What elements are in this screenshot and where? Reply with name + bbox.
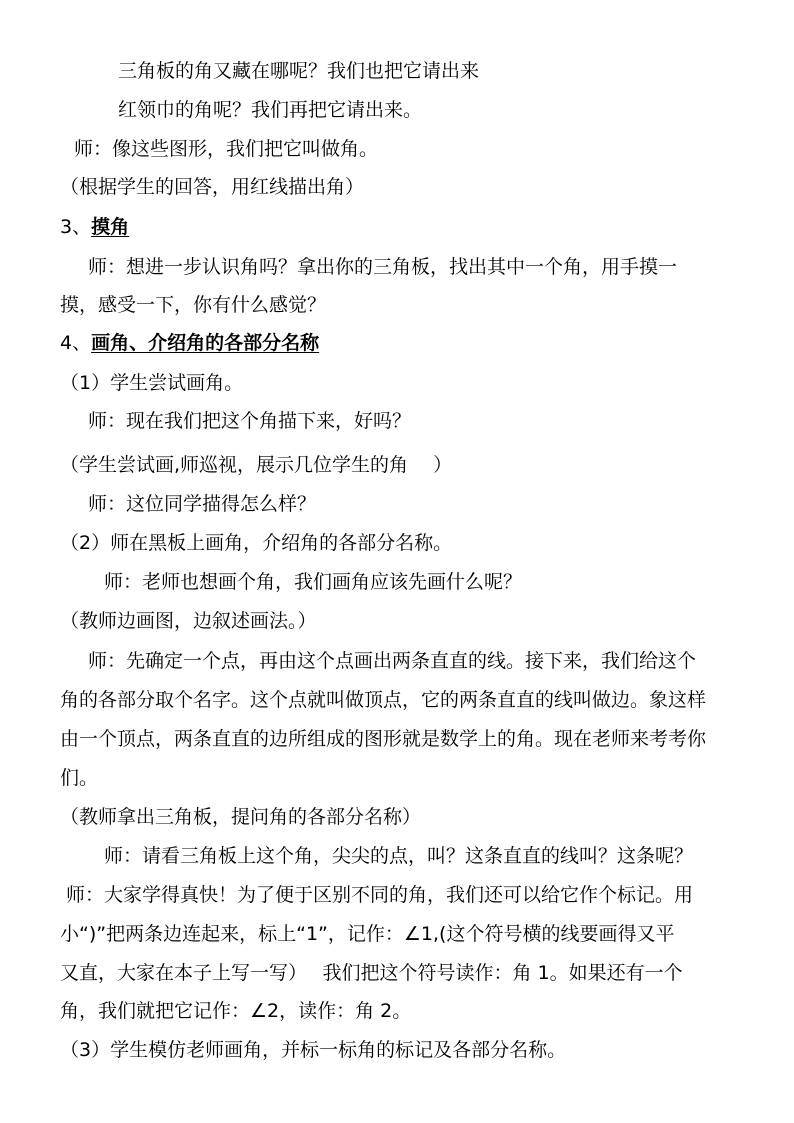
section-title: 摸角 xyxy=(91,216,130,238)
text-line: 师：想进一步认识角吗？拿出你的三角板，找出其中一个角，用手摸一 xyxy=(88,256,678,278)
text-line: （根据学生的回答，用红线描出角） xyxy=(60,176,365,198)
text-line: （教师拿出三角板，提问角的各部分名称） xyxy=(60,806,422,828)
text-line: 角的各部分取个名字。这个点就叫做顶点，它的两条直直的线叫做边。象这样 xyxy=(60,689,707,711)
text-line: 摸，感受一下，你有什么感觉？ xyxy=(60,294,327,316)
section-number: 4、 xyxy=(60,332,92,354)
text-line: 三角板的角又藏在哪呢？我们也把它请出来 xyxy=(118,60,480,82)
text-line: （1）学生尝试画角。 xyxy=(60,372,244,394)
text-line: 师：请看三角板上这个角，尖尖的点，叫？这条直直的线叫？这条呢？ xyxy=(104,845,694,867)
text-line: 师：先确定一个点，再由这个点画出两条直直的线。接下来，我们给这个 xyxy=(88,650,697,672)
text-line: 红领巾的角呢？我们再把它请出来。 xyxy=(118,99,423,121)
text-line: 师：像这些图形，我们把它叫做角。 xyxy=(74,138,379,160)
text-line: 由一个顶点，两条直直的边所组成的图形就是数学上的角。现在老师来考考你 xyxy=(60,728,707,750)
text-line: （教师边画图，边叙述画法。） xyxy=(60,610,317,632)
text-line: （3）学生模仿老师画角，并标一标角的标记及各部分名称。 xyxy=(60,1039,567,1061)
text-line: 师：大家学得真快！为了便于区别不同的角，我们还可以给它作个标记。用 xyxy=(66,884,694,906)
section-number: 3、 xyxy=(60,216,92,238)
section-title: 画角、介绍角的各部分名称 xyxy=(91,332,320,354)
text-line: 小“)”把两条边连起来，标上“1”，记作：∠1,(这个符号横的线要画得又平 xyxy=(60,923,675,945)
text-line: 师：老师也想画个角，我们画角应该先画什么呢？ xyxy=(104,571,523,593)
section-heading xyxy=(60,330,319,356)
text-line: （学生尝试画,师巡视，展示几位学生的角 ） xyxy=(60,454,453,476)
section-heading xyxy=(60,214,129,240)
text-line: 师：这位同学描得怎么样？ xyxy=(88,493,317,515)
text-line: 角，我们就把它记作：∠2，读作：角 2。 xyxy=(60,1000,412,1022)
text-line: 师：现在我们把这个角描下来，好吗？ xyxy=(88,410,412,432)
text-line: 们。 xyxy=(60,767,99,789)
text-line: （2）师在黑板上画角，介绍角的各部分名称。 xyxy=(60,532,453,554)
text-line: 又直，大家在本子上写一写） 我们把这个符号读作：角 1。如果还有一个 xyxy=(60,962,683,984)
